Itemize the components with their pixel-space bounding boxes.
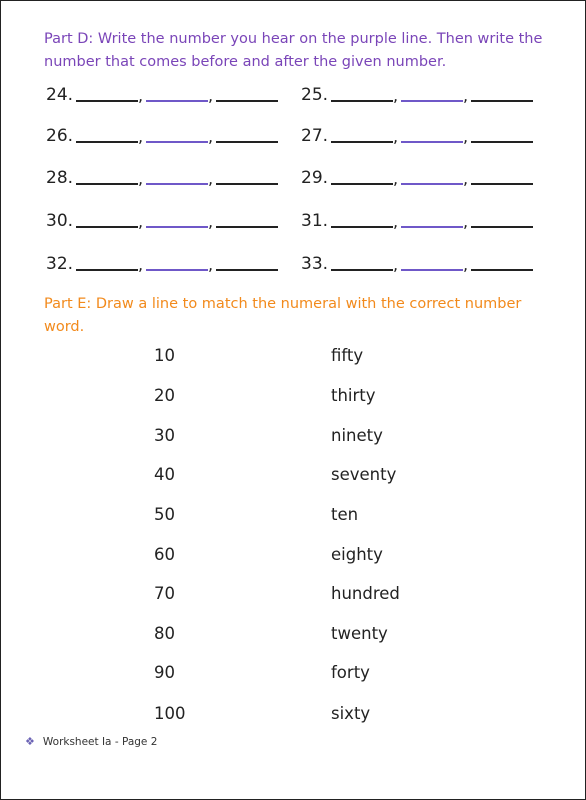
comma: , (138, 169, 144, 188)
number-word[interactable]: ten (331, 505, 359, 524)
comma: , (463, 127, 469, 146)
before-blank[interactable] (76, 141, 138, 143)
numeral[interactable]: 100 (154, 704, 186, 723)
comma: , (138, 86, 144, 105)
comma: , (463, 86, 469, 105)
number-word[interactable]: thirty (331, 386, 376, 405)
item-number: 28. (46, 168, 74, 188)
number-word[interactable]: sixty (331, 704, 371, 723)
number-item (301, 81, 533, 105)
comma: , (393, 212, 399, 231)
item-number: 33. (301, 254, 329, 274)
before-blank[interactable] (76, 100, 138, 102)
number-word[interactable]: ninety (331, 426, 383, 445)
after-blank[interactable] (471, 100, 533, 102)
comma: , (208, 169, 214, 188)
comma: , (208, 86, 214, 105)
comma: , (463, 212, 469, 231)
before-blank[interactable] (76, 183, 138, 185)
purple-blank[interactable] (146, 269, 208, 271)
comma: , (393, 86, 399, 105)
purple-blank[interactable] (401, 141, 463, 143)
number-item (46, 207, 278, 231)
numeral[interactable]: 90 (154, 663, 175, 682)
purple-blank[interactable] (146, 183, 208, 185)
item-number: 27. (301, 126, 329, 146)
number-item (46, 164, 278, 188)
after-blank[interactable] (471, 226, 533, 228)
after-blank[interactable] (471, 269, 533, 271)
purple-blank[interactable] (146, 100, 208, 102)
number-item (301, 250, 533, 274)
number-item (301, 164, 533, 188)
after-blank[interactable] (216, 269, 278, 271)
purple-blank[interactable] (146, 141, 208, 143)
numeral[interactable]: 70 (154, 584, 175, 603)
part-d-instructions: Part D: Write the number you hear on the purple line. Then write the number that comes before and after the given number. (44, 31, 543, 70)
comma: , (138, 127, 144, 146)
comma: , (463, 255, 469, 274)
comma: , (393, 255, 399, 274)
item-number: 24. (46, 85, 74, 105)
before-blank[interactable] (331, 141, 393, 143)
comma: , (208, 127, 214, 146)
number-word[interactable]: hundred (331, 584, 400, 603)
after-blank[interactable] (471, 141, 533, 143)
number-word[interactable]: seventy (331, 465, 397, 484)
item-number: 30. (46, 211, 74, 231)
item-number: 26. (46, 126, 74, 146)
comma: , (463, 169, 469, 188)
numeral[interactable]: 40 (154, 465, 175, 484)
purple-blank[interactable] (401, 100, 463, 102)
diamond-bullet-icon: ❖ (25, 735, 35, 748)
number-item (301, 122, 533, 146)
number-word[interactable]: twenty (331, 624, 388, 643)
number-word[interactable]: forty (331, 663, 370, 682)
item-number: 29. (301, 168, 329, 188)
number-item (46, 122, 278, 146)
number-item (301, 207, 533, 231)
before-blank[interactable] (331, 183, 393, 185)
item-number: 31. (301, 211, 329, 231)
after-blank[interactable] (216, 100, 278, 102)
before-blank[interactable] (331, 226, 393, 228)
footer-label: Worksheet Ia - Page 2 (42, 735, 158, 748)
number-item (46, 250, 278, 274)
numeral[interactable]: 50 (154, 505, 175, 524)
number-item (46, 81, 278, 105)
after-blank[interactable] (216, 183, 278, 185)
comma: , (393, 127, 399, 146)
purple-blank[interactable] (146, 226, 208, 228)
after-blank[interactable] (471, 183, 533, 185)
page-footer (25, 735, 157, 748)
after-blank[interactable] (216, 141, 278, 143)
number-word[interactable]: eighty (331, 545, 383, 564)
comma: , (138, 212, 144, 231)
numeral[interactable]: 20 (154, 386, 175, 405)
number-word[interactable]: fifty (331, 346, 364, 365)
after-blank[interactable] (216, 226, 278, 228)
comma: , (138, 255, 144, 274)
numeral[interactable]: 80 (154, 624, 175, 643)
comma: , (393, 169, 399, 188)
before-blank[interactable] (76, 269, 138, 271)
purple-blank[interactable] (401, 226, 463, 228)
purple-blank[interactable] (401, 183, 463, 185)
item-number: 32. (46, 254, 74, 274)
purple-blank[interactable] (401, 269, 463, 271)
comma: , (208, 255, 214, 274)
before-blank[interactable] (76, 226, 138, 228)
comma: , (208, 212, 214, 231)
numeral[interactable]: 10 (154, 346, 175, 365)
before-blank[interactable] (331, 269, 393, 271)
before-blank[interactable] (331, 100, 393, 102)
part-e-instructions: Part E: Draw a line to match the numeral with the correct number word. (44, 296, 522, 335)
numeral[interactable]: 30 (154, 426, 175, 445)
numeral[interactable]: 60 (154, 545, 175, 564)
item-number: 25. (301, 85, 329, 105)
